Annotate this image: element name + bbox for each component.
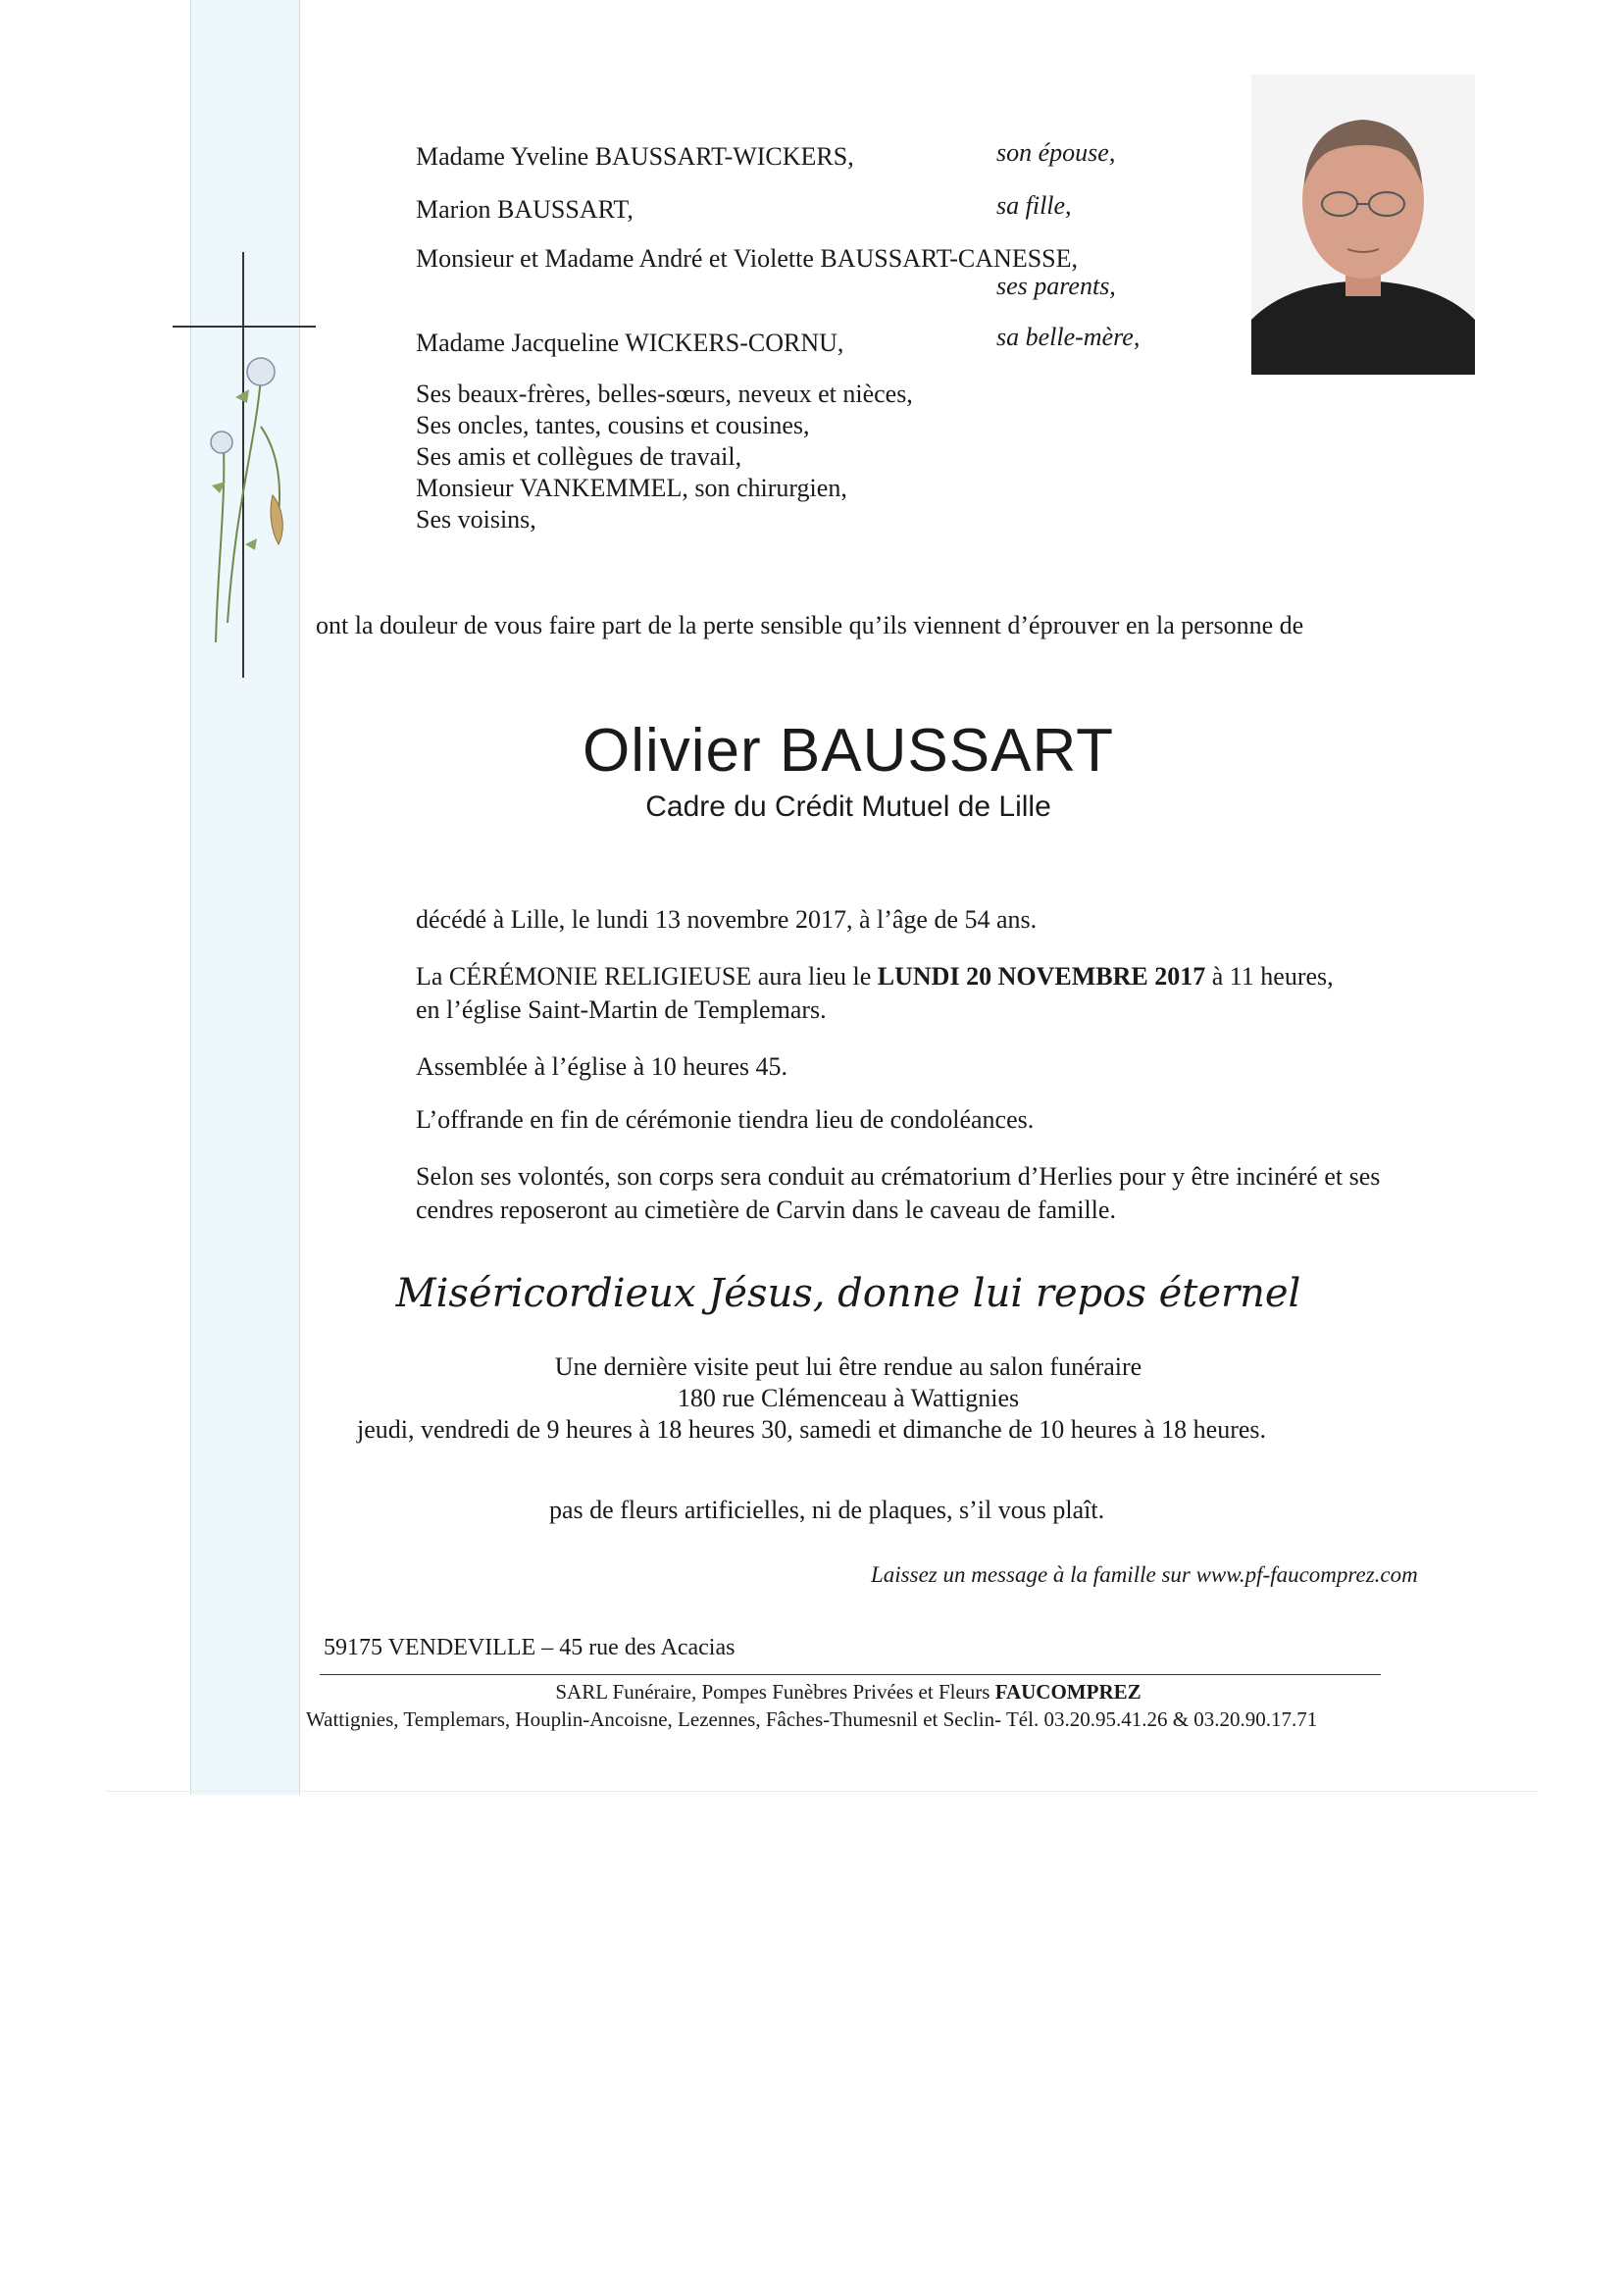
company-description: SARL Funéraire, Pompes Funèbres Privées et Fleurs	[555, 1680, 995, 1704]
no-flowers-note: pas de fleurs artificielles, ni de plaques, s’il vous plaît.	[549, 1496, 1105, 1524]
family-member-name: Madame Jacqueline WICKERS-CORNU,	[416, 329, 844, 357]
footer-address: 59175 VENDEVILLE – 45 rue des Acacias	[324, 1635, 736, 1660]
visit-line-1: Une dernière visite peut lui être rendue au salon funéraire	[554, 1352, 1142, 1381]
prayer-line: Miséricordieux Jésus, donne lui repos éternel	[395, 1271, 1301, 1316]
visit-line-3: jeudi, vendredi de 9 heures à 18 heures 30, samedi et dimanche de 10 heures à 18 heures.	[357, 1415, 1267, 1444]
family-member-name: Monsieur et Madame André et Violette BAUSSART-CANESSE,	[416, 244, 1079, 273]
wishes-line-2: cendres reposeront au cimetière de Carvin dans le caveau de famille.	[416, 1196, 1116, 1224]
wishes-line-1: Selon ses volontés, son corps sera conduit au crématorium d’Herlies pour y être incinéré et ses	[416, 1162, 1381, 1191]
family-member-name: Marion BAUSSART,	[416, 195, 634, 224]
other-relatives-line: Monsieur VANKEMMEL, son chirurgien,	[416, 474, 847, 502]
offering-details: L’offrande en fin de cérémonie tiendra lieu de condoléances.	[416, 1105, 1035, 1134]
assembly-details: Assemblée à l’église à 10 heures 45.	[416, 1052, 788, 1081]
deceased-name	[0, 716, 1624, 786]
other-relatives-line: Ses amis et collègues de travail,	[416, 442, 742, 471]
deceased-title: Cadre du Crédit Mutuel de Lille	[645, 790, 1051, 823]
deceased-first-name: Olivier	[583, 717, 762, 785]
family-member-relation: sa fille,	[996, 191, 1072, 220]
ceremony-date: LUNDI 20 NOVEMBRE 2017	[877, 962, 1206, 991]
message-link[interactable]: Laissez un message à la famille sur www.pf-faucomprez.com	[871, 1562, 1418, 1587]
announcement-text: ont la douleur de vous faire part de la perte sensible qu’ils viennent d’éprouver en la personne de	[316, 611, 1304, 639]
company-name: FAUCOMPREZ	[994, 1680, 1142, 1704]
footer-locations: Wattignies, Templemars, Houplin-Ancoisne, Lezennes, Fâches-Thumesnil et Seclin- Tél. 03.20.95.41.26 & 03.20.90.17.71	[306, 1707, 1318, 1731]
ceremony-place: en l’église Saint-Martin de Templemars.	[416, 995, 827, 1024]
ceremony-time: à 11 heures,	[1205, 962, 1334, 991]
death-details: décédé à Lille, le lundi 13 novembre 2017, à l’âge de 54 ans.	[416, 905, 1038, 934]
other-relatives-line: Ses beaux-frères, belles-sœurs, neveux et nièces,	[416, 380, 913, 408]
footer-company	[0, 1679, 1624, 1705]
deceased-portrait	[1251, 75, 1475, 375]
cross-with-flowers-icon	[167, 250, 324, 682]
family-member-relation: son épouse,	[996, 138, 1116, 167]
ceremony-text: La CÉRÉMONIE RELIGIEUSE aura lieu le	[416, 962, 878, 991]
family-member-relation: sa belle-mère,	[996, 323, 1141, 351]
visit-line-2: 180 rue Clémenceau à Wattignies	[677, 1384, 1020, 1412]
ceremony-line	[416, 961, 1334, 993]
other-relatives-line: Ses oncles, tantes, cousins et cousines,	[416, 411, 810, 439]
family-member-name: Madame Yveline BAUSSART-WICKERS,	[416, 142, 854, 171]
footer-divider	[320, 1674, 1381, 1675]
page-edge-divider	[106, 1791, 1538, 1792]
other-relatives-line: Ses voisins,	[416, 505, 536, 534]
family-member-relation: ses parents,	[996, 272, 1116, 300]
deceased-last-name: BAUSSART	[779, 717, 1114, 785]
portrait-illustration-icon	[1251, 75, 1475, 375]
